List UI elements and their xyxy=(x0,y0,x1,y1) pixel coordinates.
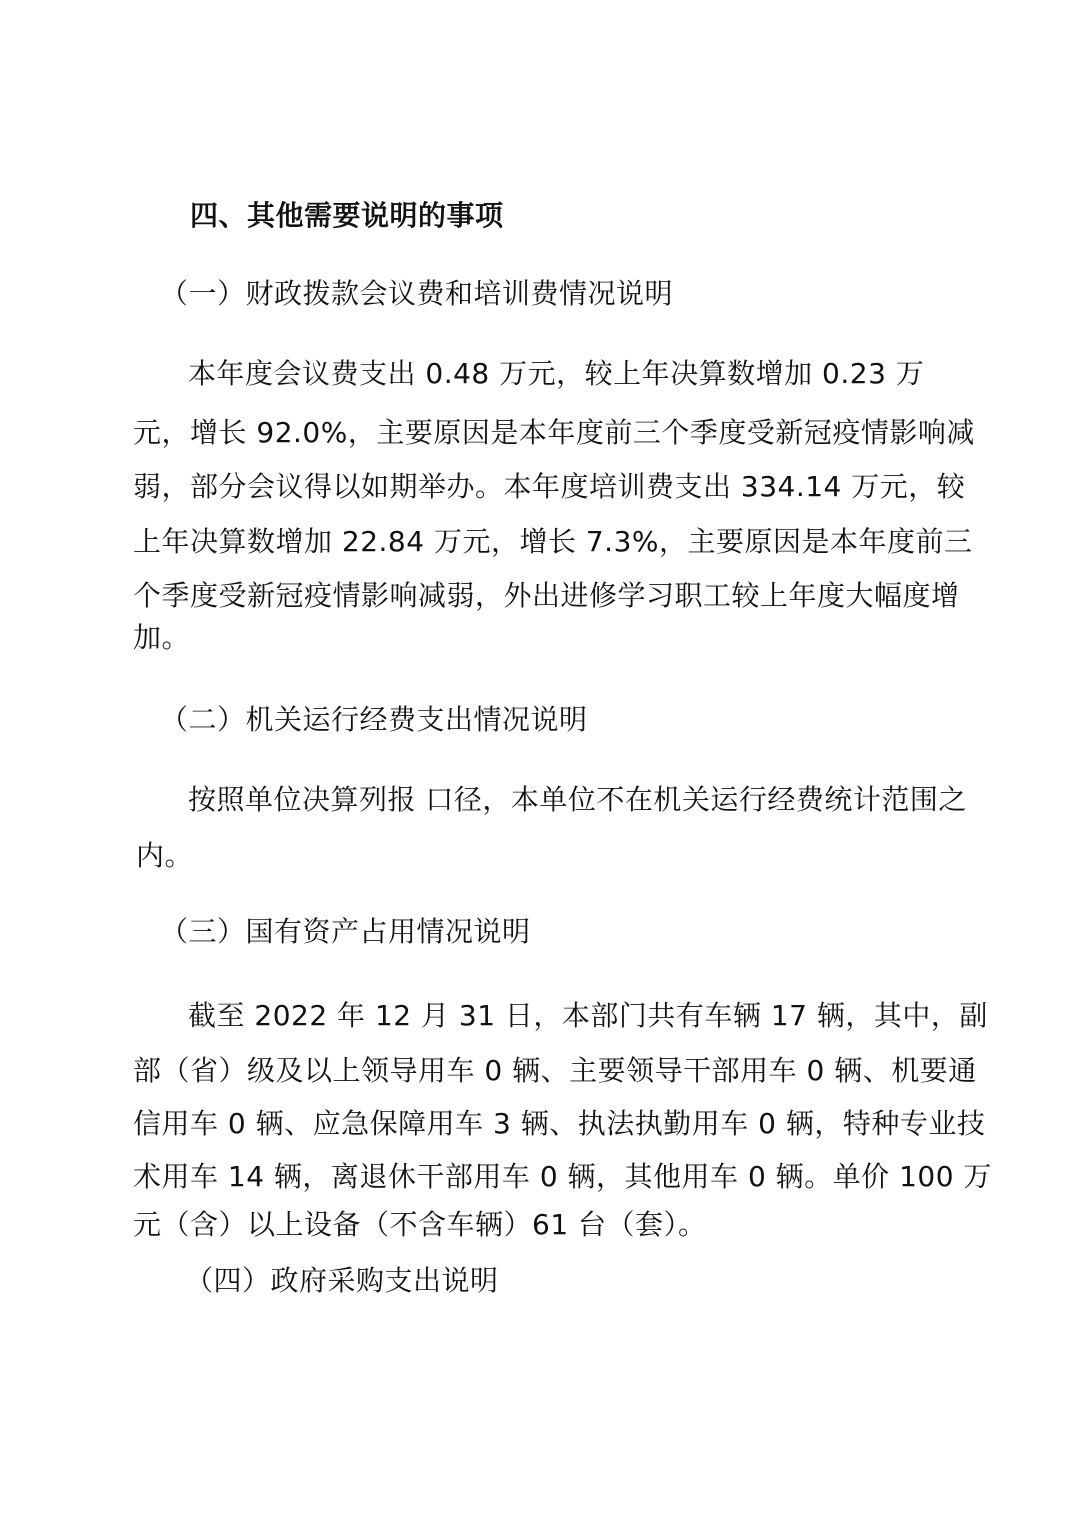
paragraph-line: 个季度受新冠疫情影响减弱，外出进修学习职工较上年度大幅度增 xyxy=(133,579,960,612)
paragraph-line: 元（含）以上设备（不含车辆）61 台（套）。 xyxy=(133,1208,707,1241)
section-heading: 四、其他需要说明的事项 xyxy=(190,199,504,232)
paragraph-line: 弱，部分会议得以如期举办。本年度培训费支出 334.14 万元，较 xyxy=(133,470,966,503)
paragraph-line: 内。 xyxy=(136,839,194,872)
subsection-1-title: （一）财政拨款会议费和培训费情况说明 xyxy=(160,277,674,310)
paragraph-line: 部（省）级及以上领导用车 0 辆、主要领导干部用车 0 辆、机要通 xyxy=(133,1054,977,1087)
paragraph-line: 术用车 14 辆，离退休干部用车 0 辆，其他用车 0 辆。单价 100 万 xyxy=(133,1160,992,1193)
paragraph-line: 加。 xyxy=(133,621,191,654)
subsection-4-title: （四）政府采购支出说明 xyxy=(185,1264,499,1297)
paragraph-line: 信用车 0 辆、应急保障用车 3 辆、执法执勤用车 0 辆，特种专业技 xyxy=(133,1107,986,1140)
paragraph-line: 按照单位决算列报 口径，本单位不在机关运行经费统计范围之 xyxy=(188,783,967,816)
paragraph-line: 截至 2022 年 12 月 31 日，本部门共有车辆 17 辆，其中，副 xyxy=(188,999,988,1032)
paragraph-line: 本年度会议费支出 0.48 万元，较上年决算数增加 0.23 万 xyxy=(188,357,925,390)
subsection-3-title: （三）国有资产占用情况说明 xyxy=(160,915,531,948)
subsection-2-title: （二）机关运行经费支出情况说明 xyxy=(160,703,588,736)
paragraph-line: 元，增长 92.0%，主要原因是本年度前三个季度受新冠疫情影响减 xyxy=(133,416,975,449)
paragraph-line: 上年决算数增加 22.84 万元，增长 7.3%，主要原因是本年度前三 xyxy=(133,525,973,558)
